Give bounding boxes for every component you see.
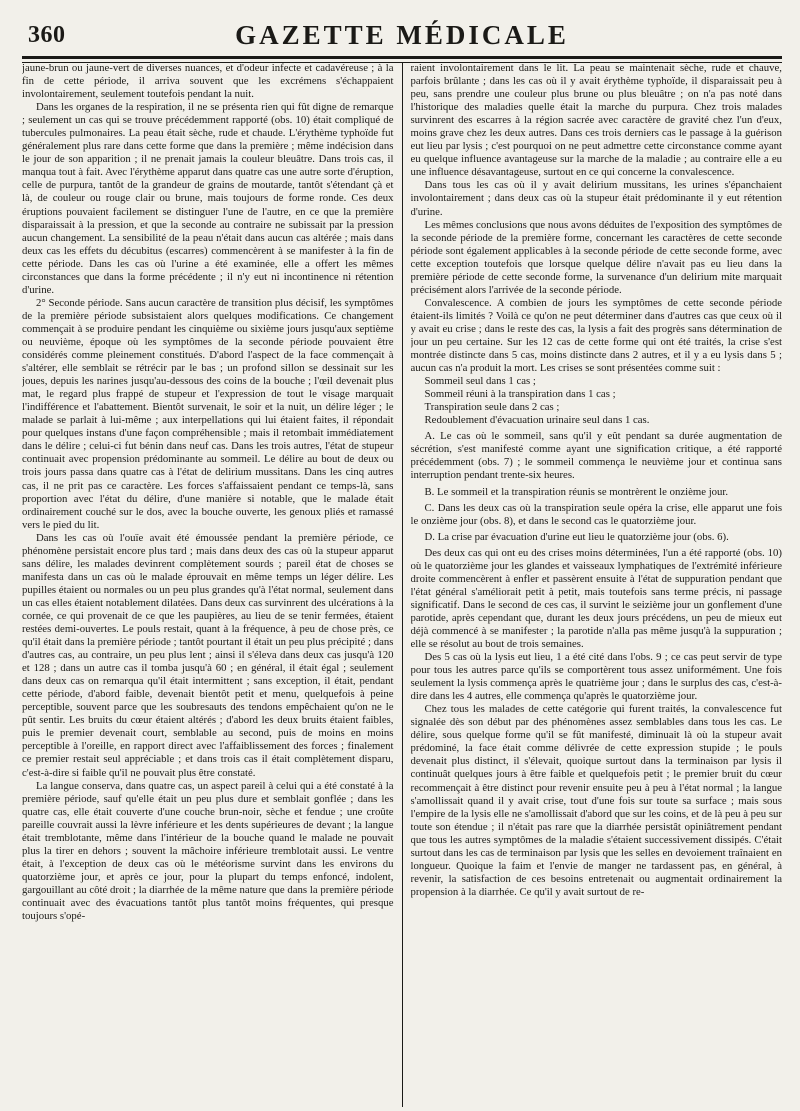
crisis-list-item: Sommeil seul dans 1 cas ; — [424, 375, 536, 388]
paragraph-convalescence: Convalescence. A combien de jours les symptômes de cette seconde période étaient-ils limités ? Voilà ce qu'on ne peut déterminer dans d'autres cas que ceux où il y avait eu crise ; dans le reste des cas, la lysis a fait des progrès sans détermination de jour un peu certaine. Sur les 12 cas de cette forme qui ont été traités, la crise s'est montrée distincte dans 5 cas, moins distincte dans 2 autres, et il y a eu lysis dans 5 ; aucun cas n'a produit la mort. Les crises se sont présentées comme suit : — [410, 296, 782, 375]
page-number: 360 — [28, 22, 66, 48]
paragraph: Dans tous les cas où il y avait delirium mussitans, les urines s'épanchaient involontairement ; dans deux cas où la stupeur était prédominante il y eut rétention d'urine. — [410, 179, 782, 218]
crisis-list-item: Redoublement d'évacuation urinaire seul dans 1 cas. — [424, 414, 650, 427]
running-title: GAZETTE MÉDICALE — [235, 20, 569, 50]
paragraph: 2° Seconde période. Sans aucun caractère de transition plus décisif, les symptômes de la première période subsistaient alors quelques modifications. Ce changement commençait à se produire pendant les cinquième ou sixième jours jusqu'aux septième ou neuvième, époque où les symptômes de la seconde période pouvaient être considérés comme pleinement constitués. D'abord l'aspect de la face commençait à s'altérer, elle semblait se rétrécir par le bas ; un profond sillon se dessinait sur les joues, depuis les narines jusqu'au-dessous des coins de la bouche ; l'œil devenait plus mat, le regard plus frappé de stupeur et l'expression de tout le visage marquait l'indifférence et l'abattement. Bientôt survenait, le soir et la nuit, un délire léger ; le malade se parlait à lui-même ; aux interpellations qui lui étaient faites, il répondait pour quelques instans d'une façon compréhensible ; mais il retombait immédiatement dans le délire ; celui-ci fut bénin dans neuf cas. Dans les trois autres, l'état de stupeur continuait avec propension prédominante au sommeil. Le délire au bout de deux ou trois jours passa dans quatre cas à l'état de delirium mussitans. Dans les cinq autres cas, il ne prit pas ce caractère. Les forces s'affaissaient pendant ce temps-là, sans proportion avec l'état du délire, d'une manière si notable, que le malade était ordinairement couché sur le dos, avec la bouche ouverte, les genoux pliés et ramassé vers le pied du lit. — [22, 296, 394, 531]
crisis-list-item: Sommeil réuni à la transpiration dans 1 cas ; — [424, 388, 616, 401]
paragraph: jaune-brun ou jaune-vert de diverses nuances, et d'odeur infecte et cadavéreuse ; à la fin de cette période, il arriva souvent que les excrémens s'échappaient involontairement, seulement toutefois pendant la nuit. — [22, 62, 394, 101]
right-column — [411, 62, 783, 1107]
crisis-list-item: Transpiration seule dans 2 cas ; — [424, 401, 560, 414]
paragraph-case-d: D. La crise par évacuation d'urine eut lieu le quatorzième jour (obs. 6). — [424, 530, 729, 543]
page-header — [22, 16, 782, 56]
header-rule-thick — [22, 56, 782, 59]
paragraph: Des deux cas qui ont eu des crises moins déterminées, l'un a été rapporté (obs. 10) où le quatorzième jour les glandes et vaisseaux lymphatiques de l'extrémité inférieure droite commencèrent à enfler et passèrent ensuite à l'état de suppuration pendant que l'état général s'améliorait petit à petit, mais toutefois sans terme précis, ni passage significatif. Dans le second de ces cas, il survint le seizième jour un gonflement d'une parotide, après cependant que, durant les deux jours précédens, un peu de mieux eut déjà commencé à se manifester ; la parotide n'alla pas même jusqu'à la suppuration ; elle se résolut au bout de trois semaines. — [410, 546, 782, 651]
paragraph: Des 5 cas où la lysis eut lieu, 1 a été cité dans l'obs. 9 ; ce cas peut servir de type pour tous les autres parce qu'ils se comportèrent tous assez uniformément. Une fois seulement la lysis commença après le quatrième jour ; dans le surplus des cas, c'est-à-dire dans les 4 autres, elle commença qu'après le quatorzième jour. — [410, 651, 782, 703]
paragraph-case-c: C. Dans les deux cas où la transpiration seule opéra la crise, elle apparut une fois le onzième jour (obs. 8), et dans le second cas le quatorzième jour. — [410, 501, 782, 527]
paragraph-case-a: A. Le cas où le sommeil, sans qu'il y eût pendant sa durée augmentation de sécrétion, s'est manifesté comme ayant une signification critique, a été rapporté précédemment (obs. 7) ; le sommeil commença le neuvième jour et continua sans interruption pendant trente-six heures. — [410, 430, 782, 482]
paragraph: Les mêmes conclusions que nous avons déduites de l'exposition des symptômes de la seconde période de la première forme, concernant les caractères de cette seconde période sont également applicables à la seconde période de cette seconde forme, avec cette exception toutefois que lorsque quelque délire n'avait pas eu lieu dans la première période de cette seconde forme, la survenance d'un delirium mite marquait précisément alors l'arrivée de la seconde période. — [410, 218, 782, 296]
paragraph: raient involontairement dans le lit. La peau se maintenait sèche, rude et chauve, parfois brûlante ; dans les cas où il y avait érythème typhoïde, il disparaissait peu à peu, sans prendre une couleur plus brune ou plus bleuâtre ; on n'a pas noté dans l'historique des maladies quelle était la marche du purpura. Chez trois malades survinrent des escarres à la région sacrée avec caractère de gravité chez l'un d'eux, moins grave chez les deux autres. Dans ces trois derniers cas le passage à la guérison eut lieu par lysis ; c'est pourquoi on ne peut admettre cette circonstance comme ayant eu quelque influence avantageuse sur la marche de la maladie ; au contraire elle a eu une influence désavantageuse, surtout en ce qui concerne la convalescence. — [410, 62, 782, 179]
two-column-body — [22, 62, 782, 1107]
column-divider — [402, 62, 403, 1107]
paragraph: La langue conserva, dans quatre cas, un aspect pareil à celui qui a été constaté à la première période, sauf qu'elle était un peu plus dure et semblait gonflée ; dans les quatre cas, elle était couverte d'une couche brun-noir, sèche et fendue ; une croûte pareille couvrait aussi la lèvre inférieure et les dents supérieures de devant ; la langue était tremblotante, même dans l'intérieur de la bouche quand le malade ne pouvait plus la tirer en dehors ; souvent la mâchoire inférieure tremblotait aussi. Le ventre était, à l'exception de deux cas où le météorisme survint dans les environs du quatorzième jour, et après ce jour, pour la plupart du temps enfoncé, indolent, gargouillant au côté droit ; la diarrhée de la même nature que dans la première période continuait avec des évacuations tantôt plus tantôt moins fréquentes, qui presque toujours s'opé- — [22, 779, 394, 923]
paragraph: Chez tous les malades de cette catégorie qui furent traités, la convalescence fut signalée dès son début par des phénomènes assez semblables dans tous les cas. Le délire, sous quelque forme qu'il se fût manifesté, diminuait là où la stupeur avait prédominé, la face était comme délivrée de cette expression stupide ; le pouls devenait plus distinct, il s'élevait, quoique surtout dans la terminaison par lysis il continuât quelques jours à être faible et quelquefois petit ; le premier bruit du cœur recommençait à être distinct pour revenir ensuite peu à peu à l'état normal ; la langue s'amollissait quand il y avait crise, tout d'une fois sur toute sa surface ; mais sous l'empire de la lysis elle ne s'amollissait d'abord que sur les coins, et de là peu à peu sur toute son étendue ; il n'était pas rare que la diarrhée persistât opiniâtrement pendant que tous les autres symptômes de la maladie s'étaient successivement dissipés. C'était surtout dans les cas de terminaison par lysis que les selles en devoiement traînaient en longueur. Quoique la faim et l'envie de manger ne tardassent pas, en général, à revenir, la satisfaction de ces besoins entretenait ou augmentait ordinairement la propension à la diarrhée. Ce qu'il y avait surtout de re- — [410, 703, 782, 898]
paragraph: Dans les organes de la respiration, il ne se présenta rien qui fût digne de remarque ; seulement un cas qui se trouve précédemment rapporté (obs. 10) était compliqué de tubercules pulmonaires. La peau était sèche, rude et chaude. L'érythème typhoïde fut généralement plus rare dans cette forme que dans la première ; même indécision dans le jour de son apparition ; il ne prenait jamais la couleur bleuâtre. Dans trois cas, il manqua tout à fait. Avec l'érythème apparut dans quatre cas une autre sorte d'éruption, celle de purpura, tantôt de la grandeur de grains de moutarde, tantôt s'étendant çà et là, de couleur ou rouge clair ou brune, mais toujours de forme ronde. Ces deux éruptions pouvaient facilement se distinguer l'une de l'autre, en ce que la première disparaissait à la pression, et que la seconde au contraire ne subissait par la pression aucun changement. La sensibilité de la peau n'était dans aucun cas altérée ; mais dans deux cas les effets du décubitus (escarres) commencèrent à se manifester à la fin de cette période. Dans les cas où l'urine a été examinée, elle a offert les mêmes circonstances que dans la forme précédente ; il n'y eut ni incontinence ni rétention d'urine. — [22, 101, 394, 296]
left-column — [22, 62, 394, 1107]
paragraph: Dans les cas où l'ouïe avait été émoussée pendant la première période, ce phénomène persistait encore plus tard ; mais dans deux des cas où la stupeur apparut sans délire, les malades devinrent complètement sourds ; pareil état de choses se manifesta dans un cas où le malade éprouvait en même temps un léger délire. Les pupilles étaient ou normales ou un peu plus grandes qu'à l'état normal, seulement dans un cas elles étaient notablement dilatées. Dans deux cas survinrent des ulcérations à la cornée, ce qui provenait de ce que les paupières, au lieu de se tenir fermées, étaient restées demi-ouvertes. Le pouls restait, quant à la fréquence, à peu de chose près, ce qu'il était dans la première période ; tantôt pourtant il était un peu plus précipité ; dans d'autres cas, au contraire, un peu plus lent ; ainsi il s'éleva dans deux cas jusqu'à 120 et 128 ; dans un autre cas il tomba jusqu'à 60 ; en général, il était égal ; seulement dans deux cas on remarqua qu'il était intermittent ; sans exception, il était, pendant cette période, d'abord faible, devenait bientôt petit et menu, quelquefois à peine perceptible, souvent parce que les soubresauts des tendons empêchaient qu'on ne le pût sentir. Les bruits du cœur étaient altérés ; d'abord les deux bruits étaient faibles, puis le premier devenait court, semblable au second, puis de moins en moins perceptible à l'oreille, en rapport direct avec l'affaiblissement des forces ; finalement ce premier restait seul appréciable ; et dans trois cas il était complètement disparu, c'est-à-dire si faible qu'il ne pouvait plus être constaté. — [22, 531, 394, 779]
paragraph-case-b: B. Le sommeil et la transpiration réunis se montrèrent le onzième jour. — [424, 485, 729, 498]
